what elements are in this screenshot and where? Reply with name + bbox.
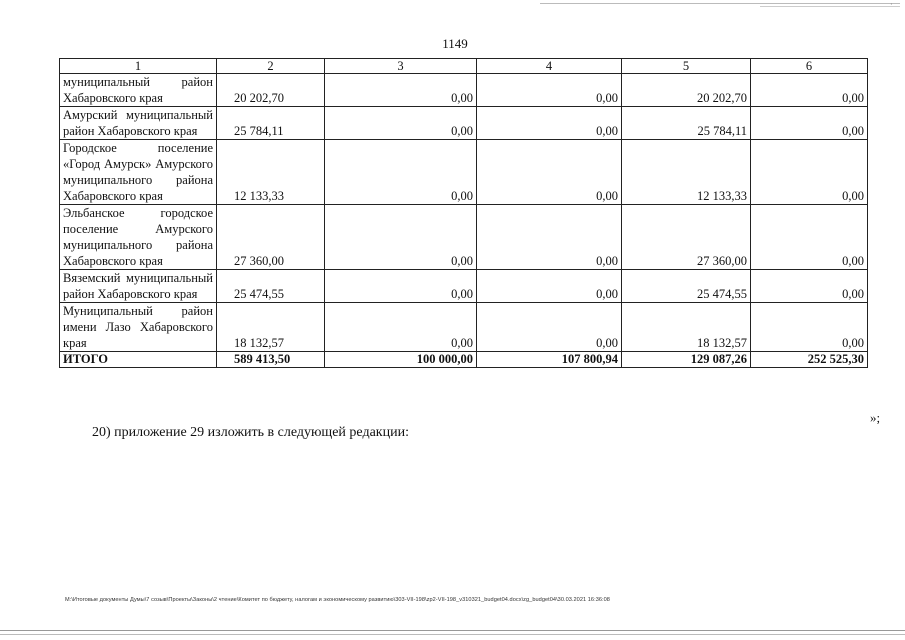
cell-value: 0,00: [477, 270, 622, 303]
cell-value: 0,00: [325, 107, 477, 140]
page-number: 1149: [442, 36, 468, 51]
cell-value: 25 784,11: [622, 107, 751, 140]
municipality-name: Эльбанское городское поселение Амурского муниципального района Хабаровского края: [60, 205, 217, 270]
table-row: [60, 270, 868, 303]
cell-value: 20 202,70: [622, 74, 751, 107]
cell-value: 27 360,00: [622, 205, 751, 270]
scan-edge-line: [0, 630, 905, 631]
cell-value: 0,00: [325, 270, 477, 303]
cell-value: 27 360,00: [217, 205, 325, 270]
cell-value: 12 133,33: [217, 140, 325, 205]
cell-value: 0,00: [325, 74, 477, 107]
municipality-name: Городское поселение «Город Амурск» Амурского муниципального района Хабаровского края: [60, 140, 217, 205]
cell-value: 0,00: [477, 107, 622, 140]
cell-value: 0,00: [477, 205, 622, 270]
cell-value: 0,00: [751, 74, 868, 107]
cell-value: 25 784,11: [217, 107, 325, 140]
cell-value: 25 474,55: [217, 270, 325, 303]
cell-value: 0,00: [751, 270, 868, 303]
column-header: 5: [622, 59, 751, 74]
scan-edge-line: [540, 3, 900, 4]
municipality-name: Вяземский муниципальный район Хабаровского края: [60, 270, 217, 303]
cell-value: 0,00: [751, 205, 868, 270]
total-label: ИТОГО: [60, 352, 217, 368]
table-row: [60, 107, 868, 140]
column-header: 3: [325, 59, 477, 74]
municipality-name: Амурский муниципальный район Хабаровского края: [60, 107, 217, 140]
column-header: 2: [217, 59, 325, 74]
cell-value: 12 133,33: [622, 140, 751, 205]
cell-value: 18 132,57: [217, 303, 325, 352]
cell-value: 0,00: [751, 140, 868, 205]
table-row: [60, 205, 868, 270]
cell-value: 0,00: [325, 303, 477, 352]
budget-table: [59, 58, 868, 368]
table-row: [60, 303, 868, 352]
municipality-name: Муниципальный район имени Лазо Хабаровского края: [60, 303, 217, 352]
footer-file-path: M:\Итоговые документы Думы\7 созыв\Проекты\Законы\2 чтение\Комитет по бюджету, налогам и экономическому развитию\303-VII-198\zp2-VII-198_v310321_budget04.docx\zg_budget04\30.03.2021 16:36:08: [65, 597, 610, 603]
total-value: 107 800,94: [477, 352, 622, 368]
total-value: 100 000,00: [325, 352, 477, 368]
cell-value: 0,00: [751, 303, 868, 352]
scan-mark: ·: [890, 0, 893, 9]
column-header: 6: [751, 59, 868, 74]
total-value: 129 087,26: [622, 352, 751, 368]
cell-value: 0,00: [477, 140, 622, 205]
total-row: [60, 352, 868, 368]
column-header: 1: [60, 59, 217, 74]
table-row: [60, 140, 868, 205]
cell-value: 0,00: [751, 107, 868, 140]
total-value: 589 413,50: [217, 352, 325, 368]
cell-value: 25 474,55: [622, 270, 751, 303]
amendment-instruction: 20) приложение 29 изложить в следующей редакции:: [92, 425, 409, 440]
total-value: 252 525,30: [751, 352, 868, 368]
cell-value: 18 132,57: [622, 303, 751, 352]
cell-value: 0,00: [325, 205, 477, 270]
municipality-name: муниципальный район Хабаровского края: [60, 74, 217, 107]
scan-edge-line: [0, 634, 905, 635]
scan-edge-line: [760, 6, 900, 7]
cell-value: 20 202,70: [217, 74, 325, 107]
column-header: 4: [477, 59, 622, 74]
table-header-row: [60, 59, 868, 74]
closing-quote: »;: [870, 410, 881, 425]
table-row: [60, 74, 868, 107]
cell-value: 0,00: [477, 303, 622, 352]
cell-value: 0,00: [325, 140, 477, 205]
cell-value: 0,00: [477, 74, 622, 107]
